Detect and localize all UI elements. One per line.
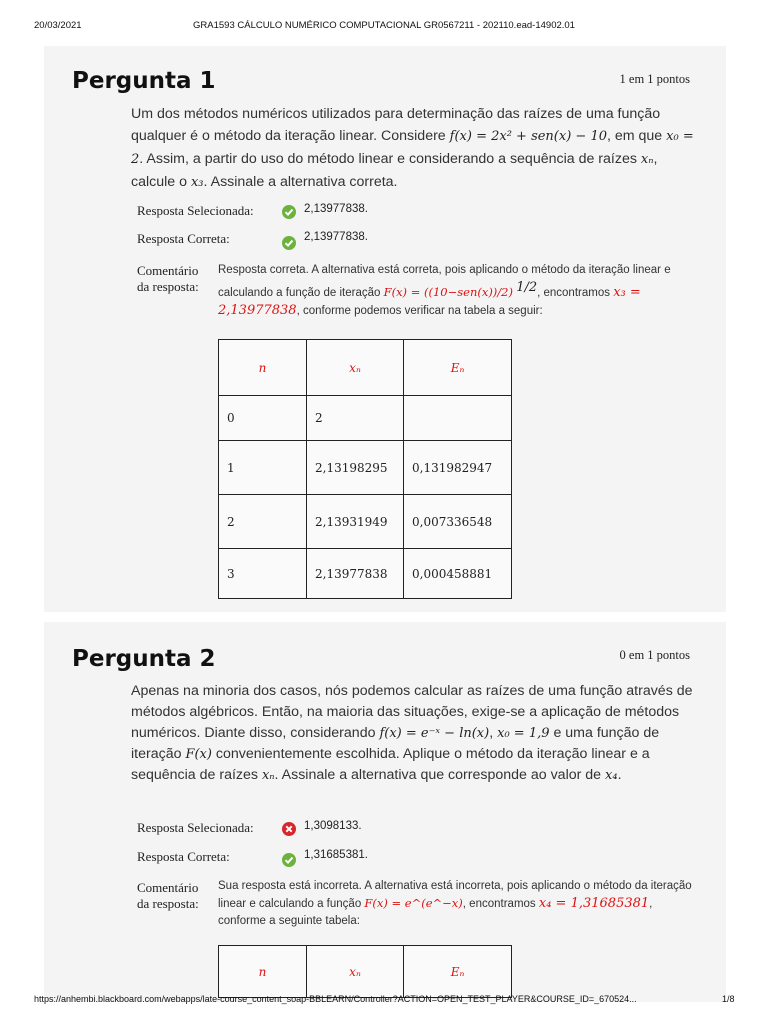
- q2-iteration-function: F(x) = e^(e^−x): [364, 896, 463, 910]
- document-title: GRA1593 CÁLCULO NUMÉRICO COMPUTACIONAL GR0567211 - 202110.ead-14902.01: [193, 20, 575, 31]
- check-icon: [282, 236, 296, 250]
- question-2-title: Pergunta 2: [72, 646, 216, 672]
- q1-selected-answer: 2,13977838.: [304, 203, 368, 215]
- q1-comment: Resposta correta. A alternativa está correta, pois aplicando o método da iteração linear e calculando a função de iteração F(x) = ((10−sen(x))/2) $^{1/2}$, encontramos x₃ = 2,13977838, conforme podemos verificar na tabela a seguir:: [218, 264, 671, 318]
- print-footer: [0, 994, 768, 1008]
- q1-x0: x₀ = 2: [131, 129, 694, 167]
- question-2-card: Pergunta 2 0 em 1 pontos Apenas na minoria dos casos, nós podemos calcular as raízes de uma função através de métodos algébricos. Então, na maioria das situações, exige-se a aplicação de métodos numéricos. Diante disso, considerando f(x) = e⁻ˣ − ln(x), x₀ = 1,9 e uma função de iteração F(x) convenientemente escolhida. Aplique o método da iteração linear e a sequência de raízes xₙ. Assinale a alternativa que corresponde ao valor de x₄. Resposta Selecionada: 1,3098133. Resposta Correta: 1,31685381. Comentário da resposta: Sua resposta está incorreta. A alternativa está incorreta, pois aplicando o método da iteração linear e calculando a função F(x) = e^(e^−x), encontramos x₄ = 1,31685381, conforme a seguinte tabela: n xₙ Eₙ: [44, 622, 726, 1002]
- q2-selected-answer: 1,3098133.: [304, 820, 362, 832]
- question-1-points: 1 em 1 pontos: [619, 72, 690, 86]
- table-header: Eₙ: [404, 340, 512, 396]
- q2-x0: x₀ = 1,9: [497, 726, 550, 741]
- table-header: xₙ: [307, 340, 404, 396]
- q2-function: f(x) = e⁻ˣ − ln(x): [379, 726, 490, 741]
- x-icon: [282, 822, 296, 836]
- table-header: n: [219, 340, 307, 396]
- q2-iteration-table: [218, 945, 512, 998]
- print-header: [0, 20, 768, 34]
- q1-iteration-function: F(x) = ((10−sen(x))/2): [383, 284, 513, 299]
- table-header: Eₙ: [404, 946, 512, 998]
- question-1-card: Pergunta 1 1 em 1 pontos Um dos métodos numéricos utilizados para determinação das raízes de uma função qualquer é o método da iteração linear. Considere f(x) = 2x² + sen(x) − 10, em que x₀ = 2. Assim, a partir do uso do método linear e considerando a sequência de raízes xₙ, calcule o x₃. Assinale a alternativa correta. Resposta Selecionada: 2,13977838. Resposta Correta: 2,13977838. Comentário da resposta: Resposta correta. A alternativa está correta, pois aplicando o método da iteração linear e calculando a função de iteração F(x) = ((10−sen(x))/2) $^{1/2}$, encontramos x₃ = 2,13977838, conforme podemos verificar na tabela a seguir: n xₙ Eₙ 0 2 1 2,13198295 0,131982947 2 2,13931949 0,007336548 3 2,13977838 0,000458881: [44, 46, 726, 612]
- table-row: 1 2,13198295 0,131982947: [219, 441, 512, 495]
- question-2-points: 0 em 1 pontos: [619, 648, 690, 662]
- q1-function: f(x) = 2x² + sen(x) − 10: [449, 129, 607, 144]
- check-icon: [282, 853, 296, 867]
- q2-comment-label: Comentário da resposta:: [137, 880, 199, 911]
- q2-comment: Sua resposta está incorreta. A alternativa está incorreta, pois aplicando o método da iteração linear e calculando a função F(x) = e^(e^−x), encontramos x₄ = 1,31685381, conforme a seguinte tabela:: [218, 880, 692, 927]
- page-number: 1/8: [722, 994, 735, 1004]
- question-1-text: Um dos métodos numéricos utilizados para determinação das raízes de uma função qualquer é o método da iteração linear. Considere f(x) = 2x² + sen(x) − 10, em que x₀ = 2. Assim, a partir do uso do método linear e considerando a sequência de raízes xₙ, calcule o x₃. Assinale a alternativa correta.: [131, 106, 694, 190]
- q2-correct-answer: 1,31685381.: [304, 849, 368, 861]
- table-row: 2 2,13931949 0,007336548: [219, 495, 512, 549]
- print-date: 20/03/2021: [34, 20, 82, 31]
- table-header: n: [219, 946, 307, 998]
- table-row: 0 2: [219, 396, 512, 441]
- q1-iteration-table: [218, 339, 512, 599]
- q1-result: x₃ = 2,13977838: [218, 284, 641, 318]
- table-row: 3 2,13977838 0,000458881: [219, 549, 512, 599]
- check-icon: [282, 205, 296, 219]
- question-1-title: Pergunta 1: [72, 68, 216, 94]
- question-2-text: Apenas na minoria dos casos, nós podemos calcular as raízes de uma função através de métodos algébricos. Então, na maioria das situações, exige-se a aplicação de métodos numéricos. Diante disso, considerando f(x) = e⁻ˣ − ln(x), x₀ = 1,9 e uma função de iteração F(x) convenientemente escolhida. Aplique o método da iteração linear e a sequência de raízes xₙ. Assinale a alternativa que corresponde ao valor de x₄.: [131, 683, 693, 783]
- q1-comment-label: Comentário da resposta:: [137, 263, 199, 294]
- q2-result: x₄ = 1,31685381: [538, 896, 650, 911]
- q1-correct-answer: 2,13977838.: [304, 231, 368, 243]
- page-url: https://anhembi.blackboard.com/webapps/late-course_content_soap-BBLEARN/Controller?ACTION=OPEN_TEST_PLAYER&COURSE_ID=_670524...: [34, 994, 637, 1004]
- table-header: xₙ: [307, 946, 404, 998]
